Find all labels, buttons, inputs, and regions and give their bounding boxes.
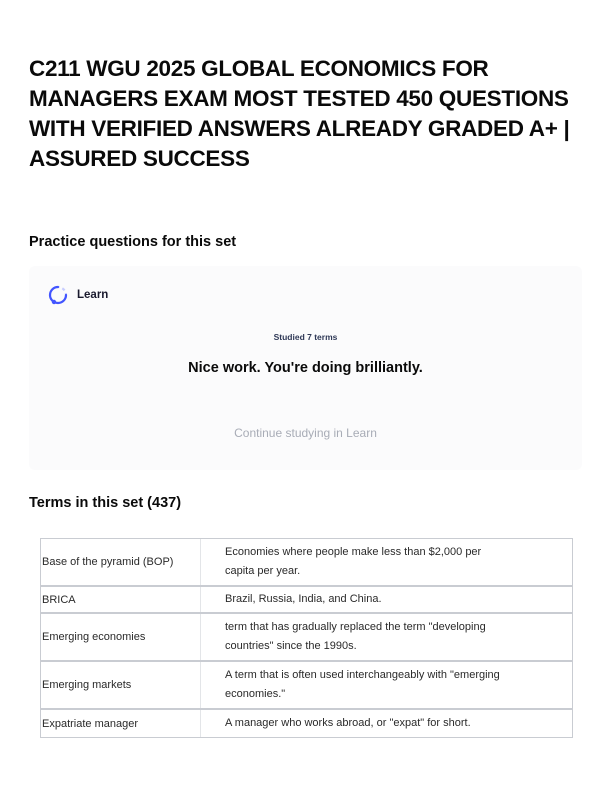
term-word: Emerging markets xyxy=(41,662,201,708)
term-row xyxy=(41,539,572,587)
learn-mode-link[interactable] xyxy=(47,284,108,306)
practice-card xyxy=(29,266,582,470)
term-row xyxy=(41,662,572,710)
term-word: BRICA xyxy=(41,587,201,612)
term-word: Base of the pyramid (BOP) xyxy=(41,539,201,585)
learn-label: Learn xyxy=(77,289,109,301)
term-word: Emerging economies xyxy=(41,614,201,660)
document-title: C211 WGU 2025 GLOBAL ECONOMICS FOR MANAGERS EXAM MOST TESTED 450 QUESTIONS WITH VERIFIED ANSWERS ALREADY GRADED A+ | ASSURED SUCCESS xyxy=(29,56,570,171)
term-row xyxy=(41,710,572,737)
practice-heading: Practice questions for this set xyxy=(29,234,237,250)
learn-progress-icon xyxy=(47,284,69,306)
praise-message: Nice work. You're doing brilliantly. xyxy=(188,360,423,376)
term-row xyxy=(41,587,572,614)
term-definition: term that has gradually replaced the term "developing countries" since the 1990s. xyxy=(225,620,486,652)
term-definition: A term that is often used interchangeably with "emerging economies." xyxy=(225,668,500,700)
term-row xyxy=(41,614,572,662)
term-definition: Brazil, Russia, India, and China. xyxy=(225,592,382,605)
term-word: Expatriate manager xyxy=(41,710,201,737)
continue-learn-button[interactable]: Continue studying in Learn xyxy=(234,426,377,440)
studied-count: Studied 7 terms xyxy=(273,332,338,342)
terms-heading: Terms in this set (437) xyxy=(29,495,182,511)
terms-table xyxy=(40,538,573,738)
term-definition: Economies where people make less than $2,000 per capita per year. xyxy=(225,545,482,577)
term-definition: A manager who works abroad, or "expat" for short. xyxy=(225,716,471,729)
